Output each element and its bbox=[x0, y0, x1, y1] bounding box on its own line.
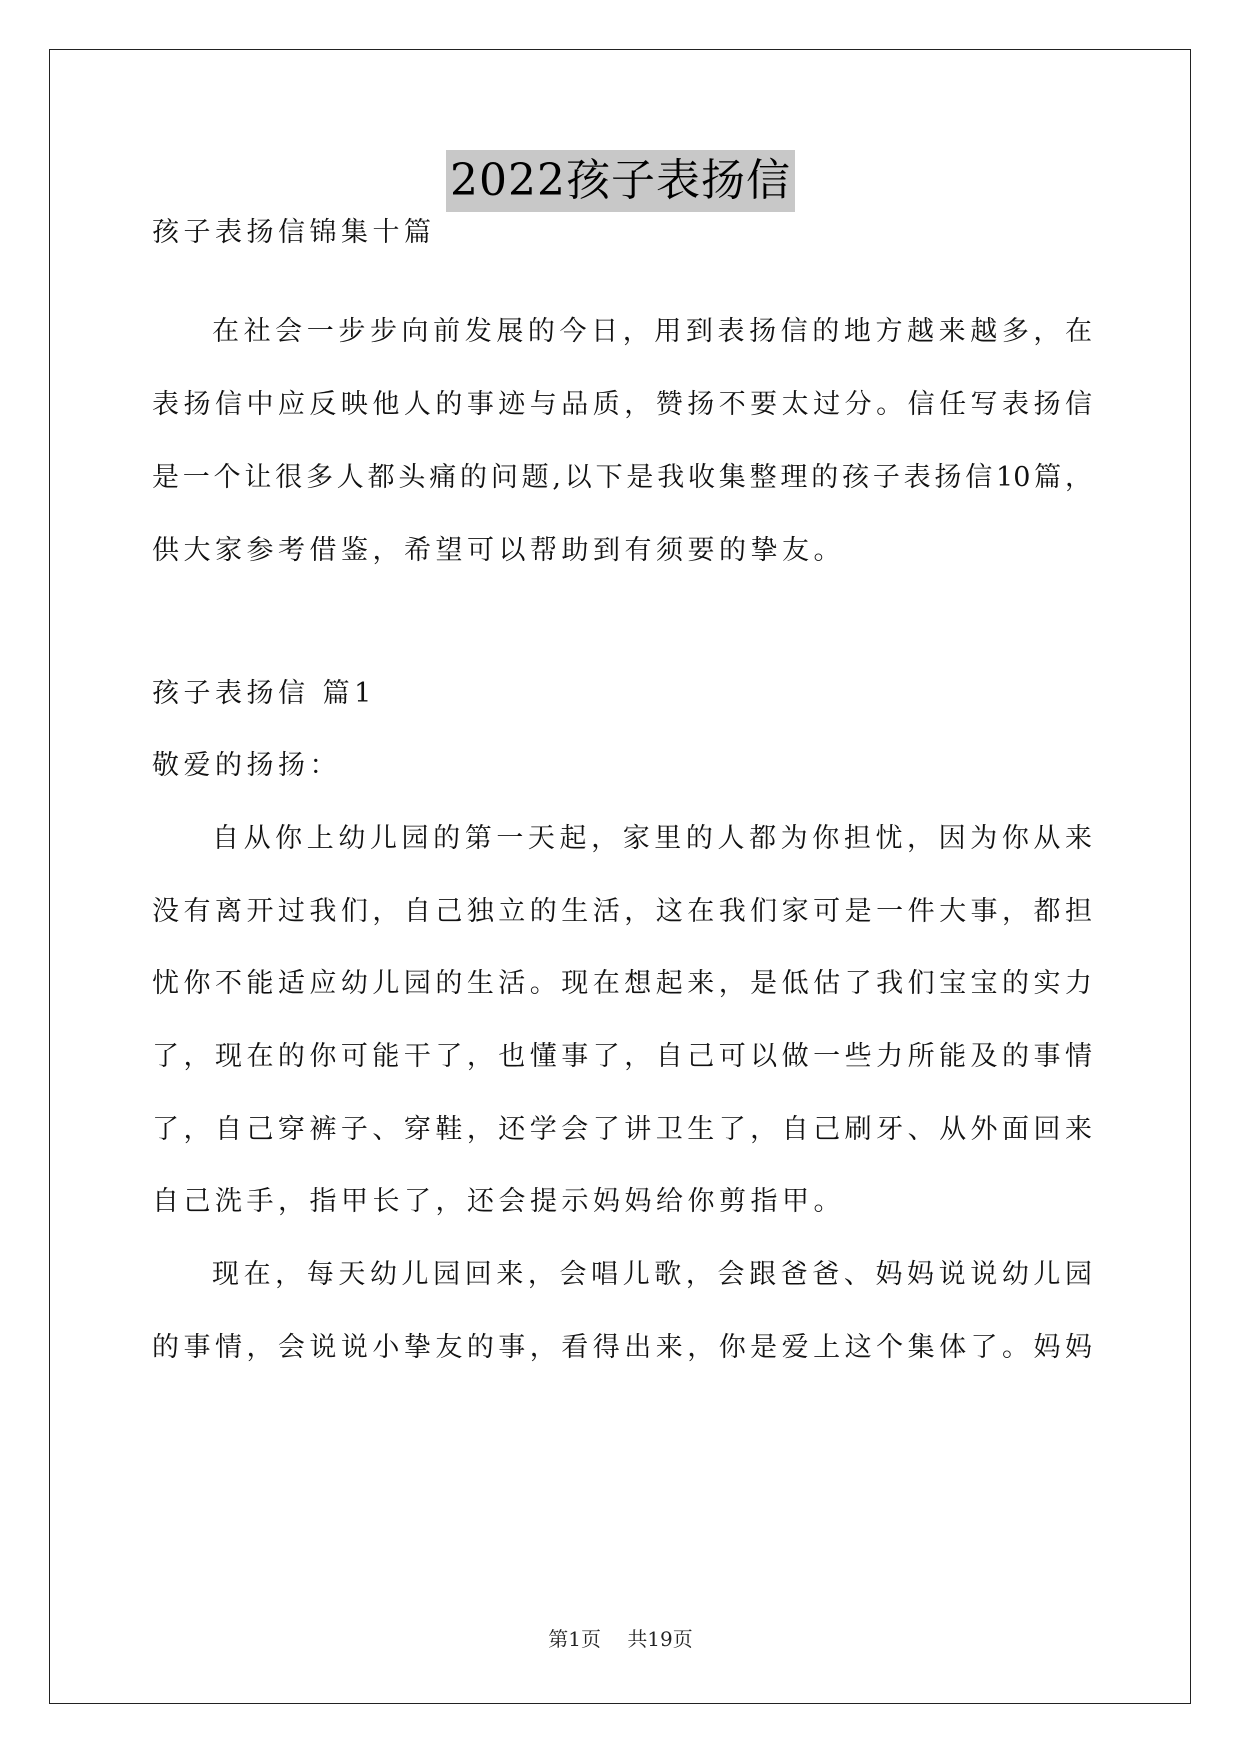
paragraph1-line-1: 自从你上幼儿园的第一天起，家里的人都为你担忧，因为你从来 bbox=[212, 823, 1092, 854]
page-border bbox=[49, 49, 1191, 1704]
section-heading: 孩子表扬信 篇1 bbox=[152, 678, 376, 709]
document-subtitle: 孩子表扬信锦集十篇 bbox=[152, 217, 436, 248]
document-title: 2022孩子表扬信 bbox=[446, 150, 795, 212]
paragraph2-line-2: 的事情，会说说小挚友的事，看得出来，你是爱上这个集体了。妈妈 bbox=[152, 1332, 1092, 1363]
intro-line-2: 表扬信中应反映他人的事迹与品质，赞扬不要太过分。信任写表扬信 bbox=[152, 389, 1092, 420]
paragraph1-line-4: 了，现在的你可能干了，也懂事了，自己可以做一些力所能及的事情 bbox=[152, 1041, 1092, 1072]
intro-line-4: 供大家参考借鉴，希望可以帮助到有须要的挚友。 bbox=[152, 535, 845, 566]
page-number-total: 共19页 bbox=[627, 1627, 693, 1651]
paragraph1-line-2: 没有离开过我们，自己独立的生活，这在我们家可是一件大事，都担 bbox=[152, 896, 1092, 927]
paragraph1-line-5: 了，自己穿裤子、穿鞋，还学会了讲卫生了，自己刷牙、从外面回来 bbox=[152, 1114, 1092, 1145]
paragraph2-line-1: 现在，每天幼儿园回来，会唱儿歌，会跟爸爸、妈妈说说幼儿园 bbox=[212, 1259, 1092, 1290]
paragraph1-line-6: 自己洗手，指甲长了，还会提示妈妈给你剪指甲。 bbox=[152, 1186, 845, 1217]
salutation: 敬爱的扬扬： bbox=[152, 750, 341, 781]
page-footer bbox=[0, 1625, 1241, 1653]
title-container bbox=[0, 150, 1241, 212]
intro-line-3: 是一个让很多人都头痛的问题,以下是我收集整理的孩子表扬信10篇， bbox=[152, 462, 1092, 493]
page-number-current: 第1页 bbox=[548, 1627, 601, 1651]
paragraph1-line-3: 忧你不能适应幼儿园的生活。现在想起来，是低估了我们宝宝的实力 bbox=[152, 968, 1092, 999]
intro-line-1: 在社会一步步向前发展的今日，用到表扬信的地方越来越多，在 bbox=[212, 316, 1092, 347]
